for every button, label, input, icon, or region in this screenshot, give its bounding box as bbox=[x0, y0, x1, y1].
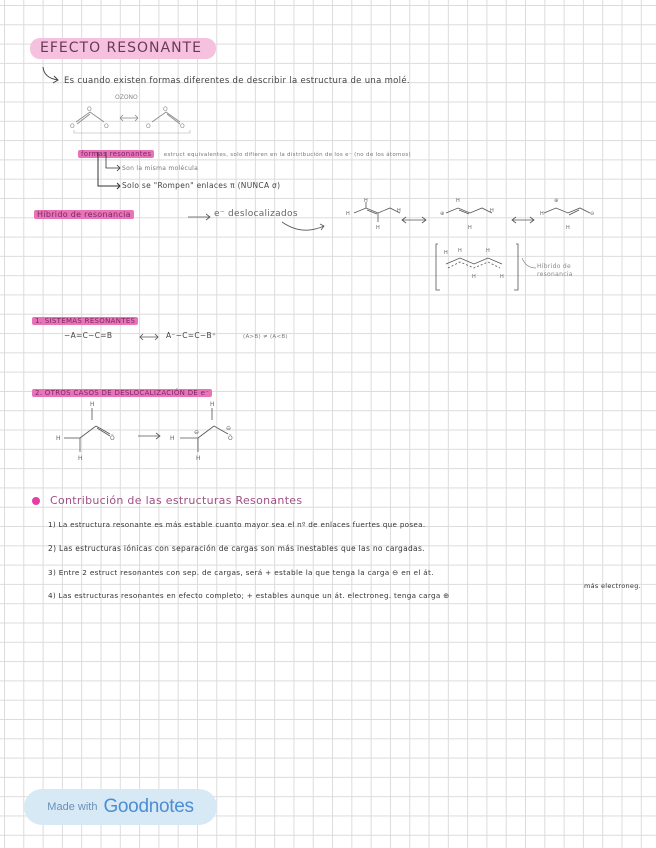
svg-text:⊕: ⊕ bbox=[440, 211, 445, 217]
svg-text:H: H bbox=[170, 435, 175, 442]
svg-text:H: H bbox=[490, 208, 494, 214]
goodnotes-badge bbox=[24, 789, 217, 825]
resonance-structures-row bbox=[340, 198, 610, 238]
svg-text:H: H bbox=[196, 455, 201, 462]
svg-text:⊖: ⊖ bbox=[590, 211, 595, 217]
svg-text:H: H bbox=[468, 225, 472, 231]
svg-text:H: H bbox=[78, 455, 83, 462]
sistemas-note: (A>B) ≠ (A<B) bbox=[243, 334, 288, 340]
svg-text:O: O bbox=[87, 106, 92, 113]
contribucion-item-3: 3) Entre 2 estruct resonantes con sep. de cargas, será + estable la que tenga la carga ⊖ en el át. bbox=[48, 568, 434, 577]
resonance-arrow-icon bbox=[138, 332, 162, 342]
svg-text:⊖: ⊖ bbox=[194, 429, 200, 436]
curved-arrow-icon bbox=[280, 218, 330, 236]
svg-text:Ö: Ö bbox=[228, 435, 233, 442]
hybrid-structure bbox=[434, 242, 524, 292]
sistemas-label: 1. SISTEMAS RESONANTES bbox=[32, 317, 138, 325]
made-with-text: Made with bbox=[47, 801, 98, 813]
ozone-resonance-structures bbox=[68, 104, 198, 134]
svg-text:H: H bbox=[566, 225, 570, 231]
svg-text:H: H bbox=[540, 211, 544, 217]
contribucion-heading bbox=[32, 494, 302, 507]
svg-text:O: O bbox=[104, 123, 109, 130]
intro-text: Es cuando existen formas diferentes de describir la estructura de una molé. bbox=[64, 76, 410, 86]
svg-text:H: H bbox=[397, 208, 401, 214]
page-title: EFECTO RESONANTE bbox=[30, 38, 216, 59]
goodnotes-logo: Goodnotes bbox=[103, 796, 194, 817]
svg-text:⊖: ⊖ bbox=[226, 425, 232, 432]
formas-resonantes-label: formas resonantes bbox=[78, 150, 154, 158]
hibrido-row bbox=[34, 210, 134, 219]
svg-text:O: O bbox=[146, 123, 151, 130]
contribucion-item-1: 1) La estructura resonante es más estable cuanto mayor sea el nº de enlaces fuertes que posea. bbox=[48, 520, 426, 529]
hook-arrow-icon bbox=[518, 254, 538, 274]
hibrido-side-note: Híbrido de resonancia bbox=[537, 263, 573, 278]
hibrido-label: Híbrido de resonancia bbox=[34, 210, 134, 219]
sistemas-formula-right: A⁻−C=C−B⁺ bbox=[166, 331, 217, 340]
bullet-misma-molecula: Son la misma molécula bbox=[122, 165, 199, 172]
curved-arrow-icon bbox=[38, 64, 64, 86]
svg-text:H: H bbox=[456, 198, 460, 204]
bullet-dot-icon bbox=[32, 497, 40, 505]
svg-text:O: O bbox=[163, 106, 168, 113]
svg-text:H: H bbox=[364, 198, 368, 204]
svg-text:H: H bbox=[90, 401, 95, 408]
svg-text:⊕: ⊕ bbox=[554, 198, 559, 204]
ozono-label: OZONO bbox=[115, 94, 138, 101]
svg-text:H: H bbox=[346, 211, 350, 217]
deslocalizados-text: e⁻ deslocalizados bbox=[214, 209, 298, 219]
svg-text:H: H bbox=[444, 250, 448, 256]
contribucion-item-3-tail: más electroneg. bbox=[584, 582, 642, 590]
svg-text:O: O bbox=[180, 123, 185, 130]
sistemas-formula-left: −A=C−C=B bbox=[64, 331, 113, 340]
svg-text:H: H bbox=[486, 248, 490, 254]
svg-text:H: H bbox=[56, 435, 61, 442]
otros-heading bbox=[32, 380, 212, 399]
formas-desc: estruct equivalentes, solo difieren en la distribución de los e⁻ (no de los átomos) bbox=[163, 152, 411, 158]
contribucion-item-4: 4) Las estructuras resonantes en efecto completo; + estables aunque un át. electroneg. tenga carga ⊕ bbox=[48, 591, 450, 600]
contribucion-item-2: 2) Las estructuras iónicas con separación de cargas son más inestables que las no cargadas. bbox=[48, 544, 425, 553]
svg-text:O: O bbox=[70, 123, 75, 130]
svg-text:H: H bbox=[500, 274, 504, 280]
sistemas-heading bbox=[32, 308, 138, 327]
bullet-rompen-enlaces: Solo se "Rompen" enlaces π (NUNCA σ) bbox=[122, 181, 281, 190]
otros-label: 2. OTROS CASOS DE DESLOCALIZACIÓN DE e⁻ bbox=[32, 389, 212, 397]
bracket-arrows bbox=[94, 152, 124, 192]
formas-resonantes-row bbox=[78, 141, 411, 160]
svg-text:H: H bbox=[376, 225, 380, 231]
svg-text:H: H bbox=[210, 401, 215, 408]
svg-text:H: H bbox=[458, 248, 462, 254]
arrow-right-icon bbox=[186, 210, 216, 224]
carbonyl-resonance-structures bbox=[52, 400, 252, 464]
svg-text:H: H bbox=[472, 274, 476, 280]
svg-text:Ö: Ö bbox=[110, 435, 115, 442]
contribucion-title: Contribución de las estructuras Resonantes bbox=[50, 494, 303, 507]
